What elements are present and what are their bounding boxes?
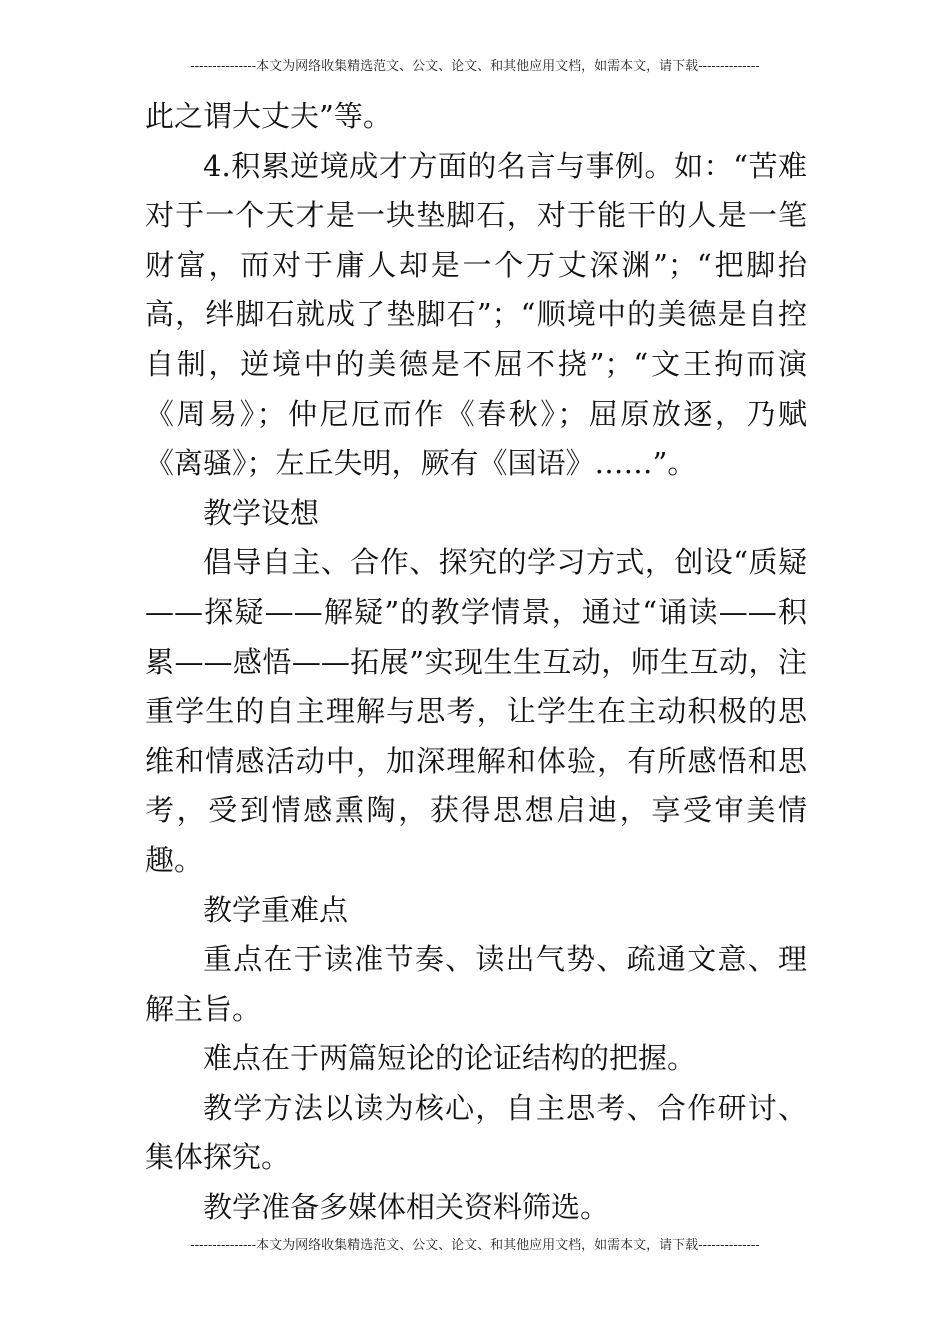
paragraph-teaching-preparation: 教学准备多媒体相关资料筛选。	[203, 1190, 610, 1225]
paragraph-teaching-method: 教学方法以读为核心，自主思考、合作研讨、集体探究。	[145, 1090, 807, 1175]
paragraph-adversity-quotes: 4.积累逆境成才方面的名言与事例。如：“苦难对于一个天才是一块垫脚石，对于能干的人是一笔财富，而对于庸人却是一个万丈深渊”；“把脚抬高，绊脚石就成了垫脚石”；“顺境中的美德是自控自制，逆境中的美德是不屈不挠”；“文王拘而演《周易》；仲尼厄而作《春秋》；屈原放逐，乃赋《离骚》；左丘失明，厥有《国语》……”。	[145, 148, 807, 481]
paragraph-continuation: 此之谓大丈夫”等。	[145, 99, 392, 133]
page-header: ---------------本文为网络收集精选范文、公文、论文、和其他应用文档，如需本文，请下载--------------	[190, 59, 760, 74]
heading-key-difficulties: 教学重难点	[203, 892, 349, 927]
paragraph-key-points: 重点在于读准节奏、读出气势、疏通文意、理解主旨。	[145, 942, 807, 1026]
document-body	[145, 92, 807, 1233]
heading-teaching-concept: 教学设想	[203, 495, 320, 530]
paragraph-difficulties: 难点在于两篇短论的论证结构的把握。	[203, 1041, 697, 1076]
paragraph-teaching-concept: 倡导自主、合作、探究的学习方式，创设“质疑——探疑——解疑”的教学情景，通过“诵读——积累——感悟——拓展”实现生生互动，师生互动，注重学生的自主理解与思考，让学生在主动积极的思维和情感活动中，加深理解和体验，有所感悟和思考，受到情感熏陶，获得思想启迪，享受审美情趣。	[145, 545, 807, 877]
page-footer: ---------------本文为网络收集精选范文、公文、论文、和其他应用文档，如需本文，请下载--------------	[190, 1238, 760, 1253]
